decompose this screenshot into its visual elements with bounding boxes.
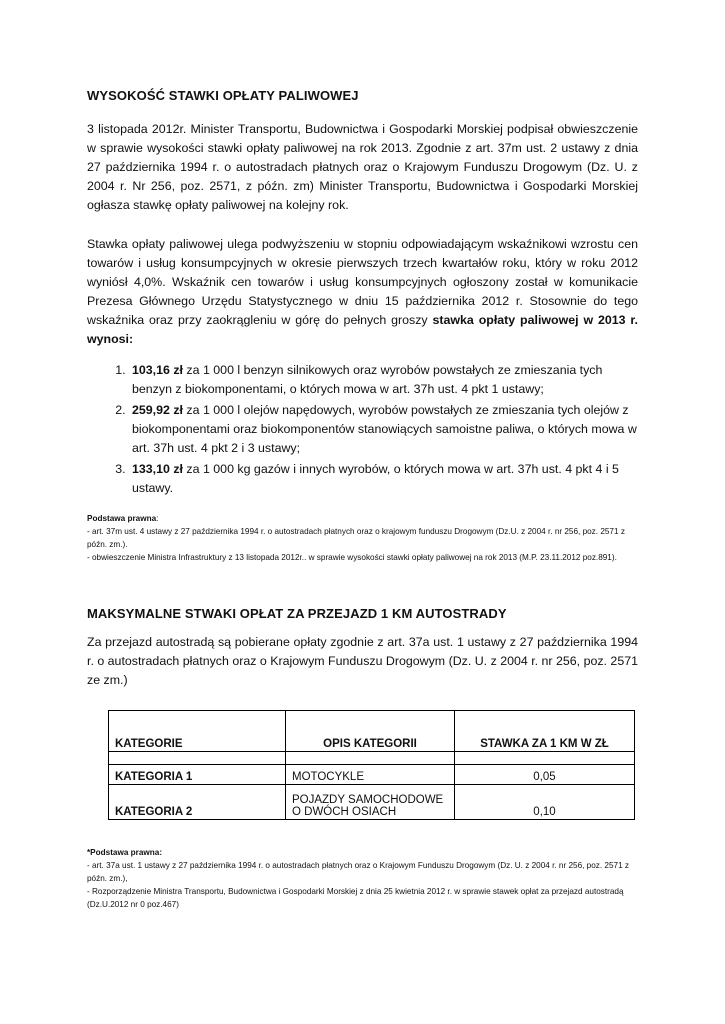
legal-basis-heading: *Podstawa prawna:: [87, 848, 163, 857]
toll-rates-title: MAKSYMALNE STWAKI OPŁAT ZA PRZEJAZD 1 KM AUTOSTRADY: [87, 606, 507, 621]
fuel-fee-rate-paragraph: [87, 235, 638, 349]
category-cell: KATEGORIA 2: [109, 785, 286, 820]
fuel-fee-legal-basis: [87, 512, 638, 564]
list-item: [129, 401, 638, 458]
table-spacer-row: [109, 752, 635, 765]
header-categories: KATEGORIE: [109, 711, 286, 752]
toll-rates-paragraph: Za przejazd autostradą są pobierane opłaty zgodnie z art. 37a ust. 1 ustawy z 27 października 1994 r. o autostradach płatnych oraz o Krajowym Funduszu Drogowym (Dz. U. z 2004 r. nr 256, poz. 2571 ze zm.): [87, 635, 638, 687]
description-cell: POJAZDY SAMOCHODOWE O DWÓCH OSIACH: [286, 785, 455, 820]
description-cell: MOTOCYKLE: [286, 765, 455, 785]
table-header-row: [109, 711, 635, 752]
rate-amount: 133,10 zł: [132, 462, 183, 476]
rate-paragraph-bold: stawka opłaty paliwowej w 2013 r. wynosi:: [87, 313, 638, 346]
fuel-rate-list: [87, 361, 638, 498]
rate-cell: 0,10: [455, 785, 635, 820]
rate-description: za 1 000 l olejów napędowych, wyrobów powstałych ze zmieszania tych olejów z biokomponentami oraz biokomponentów stanowiących samoistne paliwa, o których mowa w art. 37h ust. 4 pkt 2 i 3 ustawy;: [132, 403, 637, 455]
legal-basis-line: - obwieszczenie Ministra Infrastruktury z 13 listopada 2012r.. w sprawie wysokości stawki opłaty paliwowej na rok 2013 (M.P. 23.11.2012 poz.891).: [87, 553, 617, 562]
table-row: [109, 765, 635, 785]
rate-cell: 0,05: [455, 765, 635, 785]
rate-description: za 1 000 kg gazów i innych wyrobów, o których mowa w art. 37h ust. 4 pkt 4 i 5 ustawy.: [132, 462, 619, 495]
rate-paragraph-text: Stawka opłaty paliwowej ulega podwyższeniu w stopniu odpowiadającym wskaźnikowi wzrostu cen towarów i usług konsumpcyjnych w okresie pierwszych trzech kwartałów roku, który w roku 2012 wyniósł 4,0%. Wskaźnik cen towarów i usług konsumpcyjnych ogłoszony został w komunikacie Prezesa Głównego Urzędu Statystycznego w dniu 15 października 2012 r. Stosownie do tego wskaźnika oraz przy zaokrągleniu w górę do pełnych groszy: [87, 237, 638, 327]
document-content: [87, 88, 638, 911]
rate-description: za 1 000 l benzyn silnikowych oraz wyrobów powstałych ze zmieszania tych benzyn z biokomponentami, o których mowa w art. 37h ust. 4 pkt 1 ustawy;: [132, 363, 603, 396]
fuel-fee-title: WYSOKOŚĆ STAWKI OPŁATY PALIWOWEJ: [87, 88, 359, 103]
toll-rates-table: [108, 710, 635, 820]
header-description: OPIS KATEGORII: [286, 711, 455, 752]
legal-basis-heading: [87, 512, 638, 525]
legal-basis-line: - art. 37a ust. 1 ustawy z 27 października 1994 r. o autostradach płatnych oraz o Krajowym Funduszu Drogowym (Dz. U. z 2004 r. nr 256, poz. 2571 z późn. zm.),: [87, 861, 630, 883]
category-cell: KATEGORIA 1: [109, 765, 286, 785]
header-rate: STAWKA ZA 1 KM W ZŁ: [455, 711, 635, 752]
rate-amount: 103,16 zł: [132, 363, 183, 377]
legal-basis-line: - Rozporządzenie Ministra Transportu, Budownictwa i Gospodarki Morskiej z dnia 25 kwietnia 2012 r. w sprawie stawek opłat za przejazd autostradą (Dz.U.2012 nr 0 poz.467): [87, 887, 624, 909]
list-item: [129, 460, 638, 498]
fuel-fee-intro-paragraph: 3 listopada 2012r. Minister Transportu, Budownictwa i Gospodarki Morskiej podpisał obwieszczenie w sprawie wysokości stawki opłaty paliwowej na rok 2013. Zgodnie z art. 37m ust. 2 ustawy z dnia 27 października 1994 r. o autostradach płatnych oraz o Krajowym Funduszu Drogowym (Dz. U. z 2004 r. Nr 256, poz. 2571, z późn. zm) Minister Transportu, Budownictwa i Gospodarki Morskiej ogłasza stawkę opłaty paliwowej na kolejny rok.: [87, 122, 638, 212]
legal-heading-colon: :: [156, 514, 159, 523]
rate-amount: 259,92 zł: [132, 403, 183, 417]
legal-basis-line: - art. 37m ust. 4 ustawy z 27 października 1994 r. o autostradach płatnych oraz o krajowym funduszu Drogowym (Dz.U. z 2004 r. nr 256, poz. 2571 z późn. zm.).: [87, 527, 625, 549]
table-row: [109, 785, 635, 820]
legal-heading-text: Podstawa prawna: [87, 514, 157, 523]
toll-rates-legal-basis: [87, 846, 638, 911]
list-item: [129, 361, 638, 399]
